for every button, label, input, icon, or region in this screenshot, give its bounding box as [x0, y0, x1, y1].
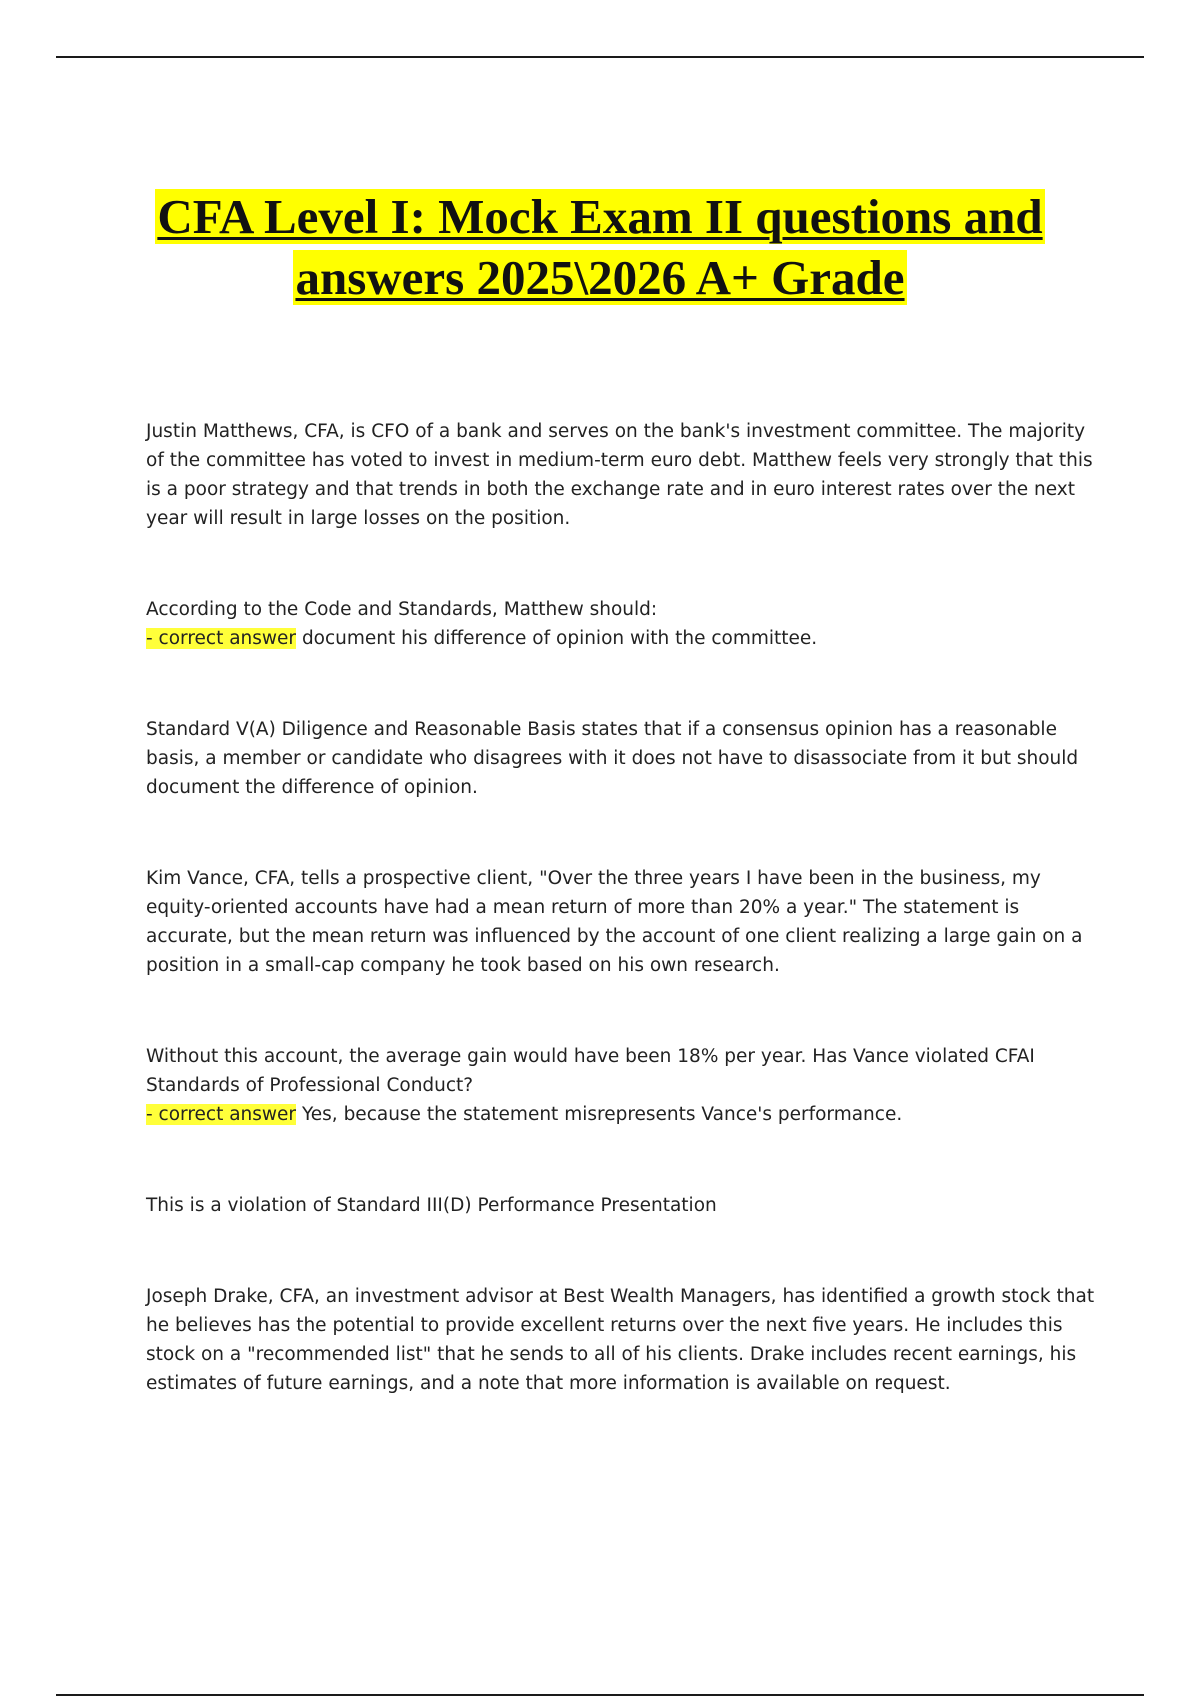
title-line-1: CFA Level I: Mock Exam II questions and: [157, 189, 1043, 244]
q2-answer-marker: - correct answer: [146, 1104, 297, 1125]
title-line-2: answers 2025\2026 A+ Grade: [295, 250, 905, 305]
q1-question: According to the Code and Standards, Matthew should:: [146, 599, 658, 620]
document-title: [100, 186, 1100, 308]
q1-answer-marker: - correct answer: [146, 628, 297, 649]
q1-explanation: Standard V(A) Diligence and Reasonable Basis states that if a consensus opinion has a reasonable basis, a member or candidate who disagrees with it does not have to disassociate from it but should document the difference of opinion.: [146, 719, 1079, 798]
q2-question: Without this account, the average gain would have been 18% per year. Has Vance violated CFAI Standards of Professional Conduct?: [146, 1046, 1035, 1096]
document-body: [146, 417, 1096, 1398]
q3-scenario: Joseph Drake, CFA, an investment advisor at Best Wealth Managers, has identified a growth stock that he believes has the potential to provide excellent returns over the next five years. He includes this stock on a "recommended list" that he sends to all of his clients. Drake includes recent earnings, his estimates of future earnings, and a note that more information is available on request.: [146, 1286, 1095, 1394]
q1-answer-line: [146, 624, 1096, 653]
q2-answer: Yes, because the statement misrepresents Vance's performance.: [301, 1104, 903, 1125]
q2-scenario: Kim Vance, CFA, tells a prospective client, "Over the three years I have been in the business, my equity-oriented accounts have had a mean return of more than 20% a year." The statement is accurate, but the mean return was influenced by the account of one client realizing a large gain on a position in a small-cap company he took based on his own research.: [146, 868, 1083, 976]
top-rule: [56, 56, 1144, 58]
q1-answer: document his difference of opinion with the committee.: [301, 628, 818, 649]
q1-scenario: Justin Matthews, CFA, is CFO of a bank and serves on the bank's investment committee. The majority of the committee has voted to invest in medium-term euro debt. Matthew feels very strongly that this is a poor strategy and that trends in both the exchange rate and in euro interest rates over the next year will result in large losses on the position.: [146, 421, 1093, 529]
q2-explanation: This is a violation of Standard III(D) Performance Presentation: [146, 1195, 717, 1216]
bottom-rule: [56, 1694, 1144, 1696]
q2-answer-line: [146, 1100, 1096, 1129]
